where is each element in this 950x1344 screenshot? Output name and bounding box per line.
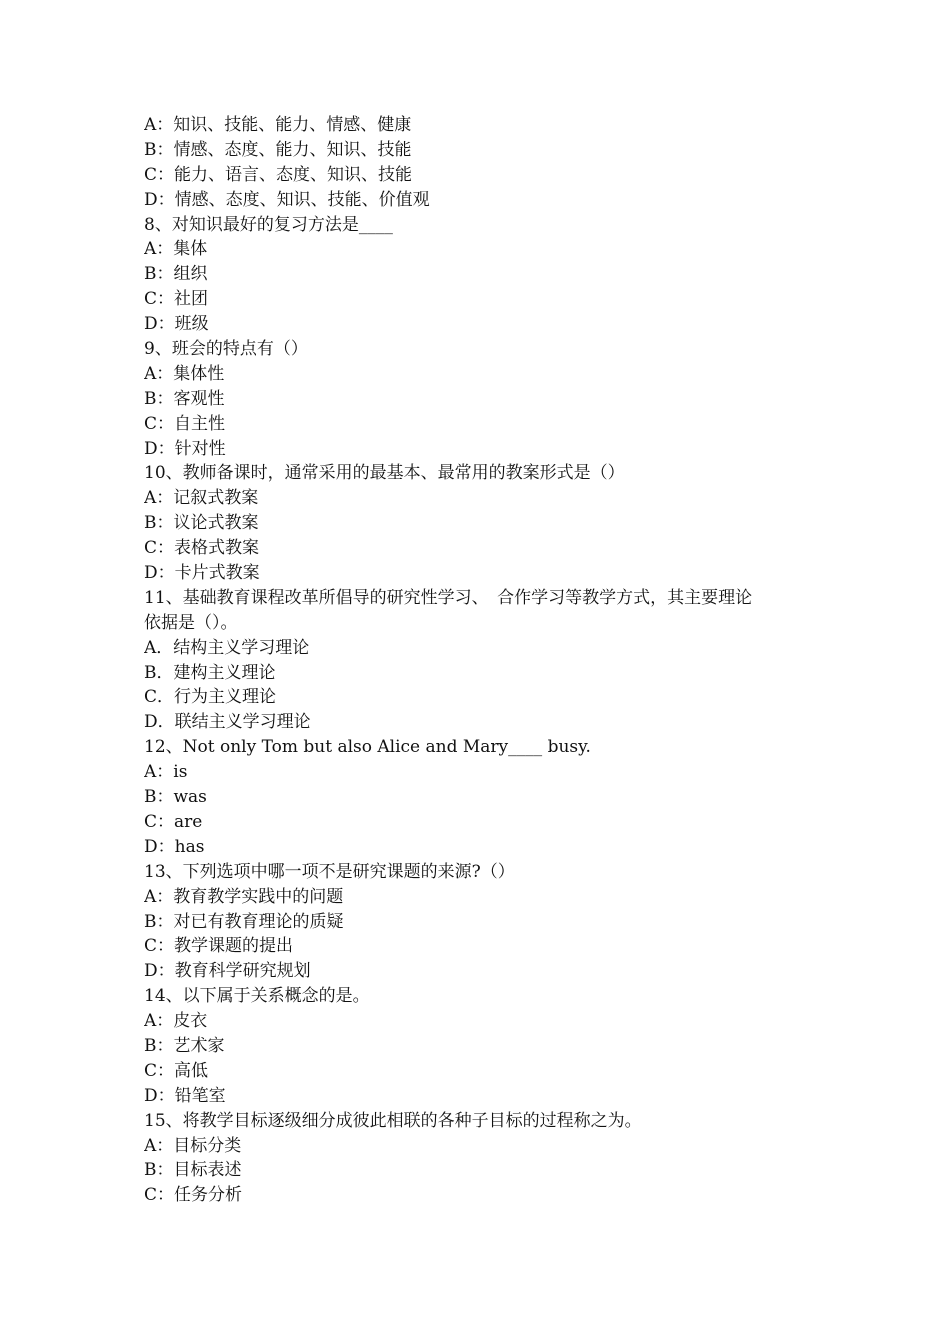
question-line-continued: 依据是（）。 bbox=[144, 612, 238, 633]
option-line: D：has bbox=[144, 836, 205, 857]
option-line: B：was bbox=[144, 787, 207, 808]
option-line: A：知识、技能、能力、情感、健康 bbox=[144, 115, 412, 135]
option-line: D：铅笔室 bbox=[144, 1085, 226, 1106]
option-line: C：高低 bbox=[144, 1060, 209, 1081]
option-line: C：表格式教案 bbox=[144, 538, 260, 559]
question-line: 12、Not only Tom but also Alice and Mary____ busy. bbox=[144, 737, 591, 758]
option-line: A．结构主义学习理论 bbox=[144, 637, 310, 658]
option-line: C：are bbox=[144, 811, 203, 832]
option-line: D．联结主义学习理论 bbox=[144, 712, 311, 733]
option-line: D：情感、态度、知识、技能、价值观 bbox=[144, 189, 430, 210]
option-line: B：对已有教育理论的质疑 bbox=[144, 911, 344, 932]
option-line: C：社团 bbox=[144, 289, 209, 310]
option-line: C：任务分析 bbox=[144, 1185, 243, 1206]
question-line: 15、将教学目标逐级细分成彼此相联的各种子目标的过程称之为。 bbox=[144, 1110, 642, 1131]
option-line: C：教学课题的提出 bbox=[144, 936, 294, 957]
option-line: D：针对性 bbox=[144, 438, 226, 459]
option-line: A：目标分类 bbox=[144, 1135, 242, 1156]
option-line: D：班级 bbox=[144, 314, 209, 335]
option-line: A：记叙式教案 bbox=[144, 488, 259, 509]
question-line: 14、以下属于关系概念的是。 bbox=[144, 986, 370, 1007]
option-line: B：客观性 bbox=[144, 388, 225, 409]
option-line: B：情感、态度、能力、知识、技能 bbox=[144, 139, 412, 160]
option-line: A：皮衣 bbox=[144, 1011, 208, 1032]
question-line: 9、班会的特点有（） bbox=[144, 339, 308, 360]
option-line: B：艺术家 bbox=[144, 1035, 225, 1056]
question-line: 8、对知识最好的复习方法是____ bbox=[144, 214, 393, 235]
question-line: 10、教师备课时，通常采用的最基本、最常用的教案形式是（） bbox=[144, 463, 625, 484]
option-line: B：目标表述 bbox=[144, 1160, 242, 1181]
option-line: D：卡片式教案 bbox=[144, 563, 260, 584]
option-line: B．建构主义理论 bbox=[144, 662, 276, 683]
option-line: A：教育教学实践中的问题 bbox=[144, 886, 344, 907]
option-line: A：集体 bbox=[144, 239, 208, 260]
option-line: C：自主性 bbox=[144, 413, 226, 434]
option-line: B：议论式教案 bbox=[144, 513, 259, 534]
question-line: 11、基础教育课程改革所倡导的研究性学习、 合作学习等教学方式，其主要理论 bbox=[144, 587, 753, 608]
option-line: B：组织 bbox=[144, 264, 208, 285]
option-line: C：能力、语言、态度、知识、技能 bbox=[144, 164, 413, 185]
option-line: D：教育科学研究规划 bbox=[144, 961, 311, 982]
option-line: A：is bbox=[144, 762, 188, 783]
option-line: A：集体性 bbox=[144, 363, 225, 384]
question-line: 13、下列选项中哪一项不是研究课题的来源?（） bbox=[144, 861, 515, 882]
option-line: C．行为主义理论 bbox=[144, 687, 277, 708]
document-text bbox=[144, 113, 814, 1208]
